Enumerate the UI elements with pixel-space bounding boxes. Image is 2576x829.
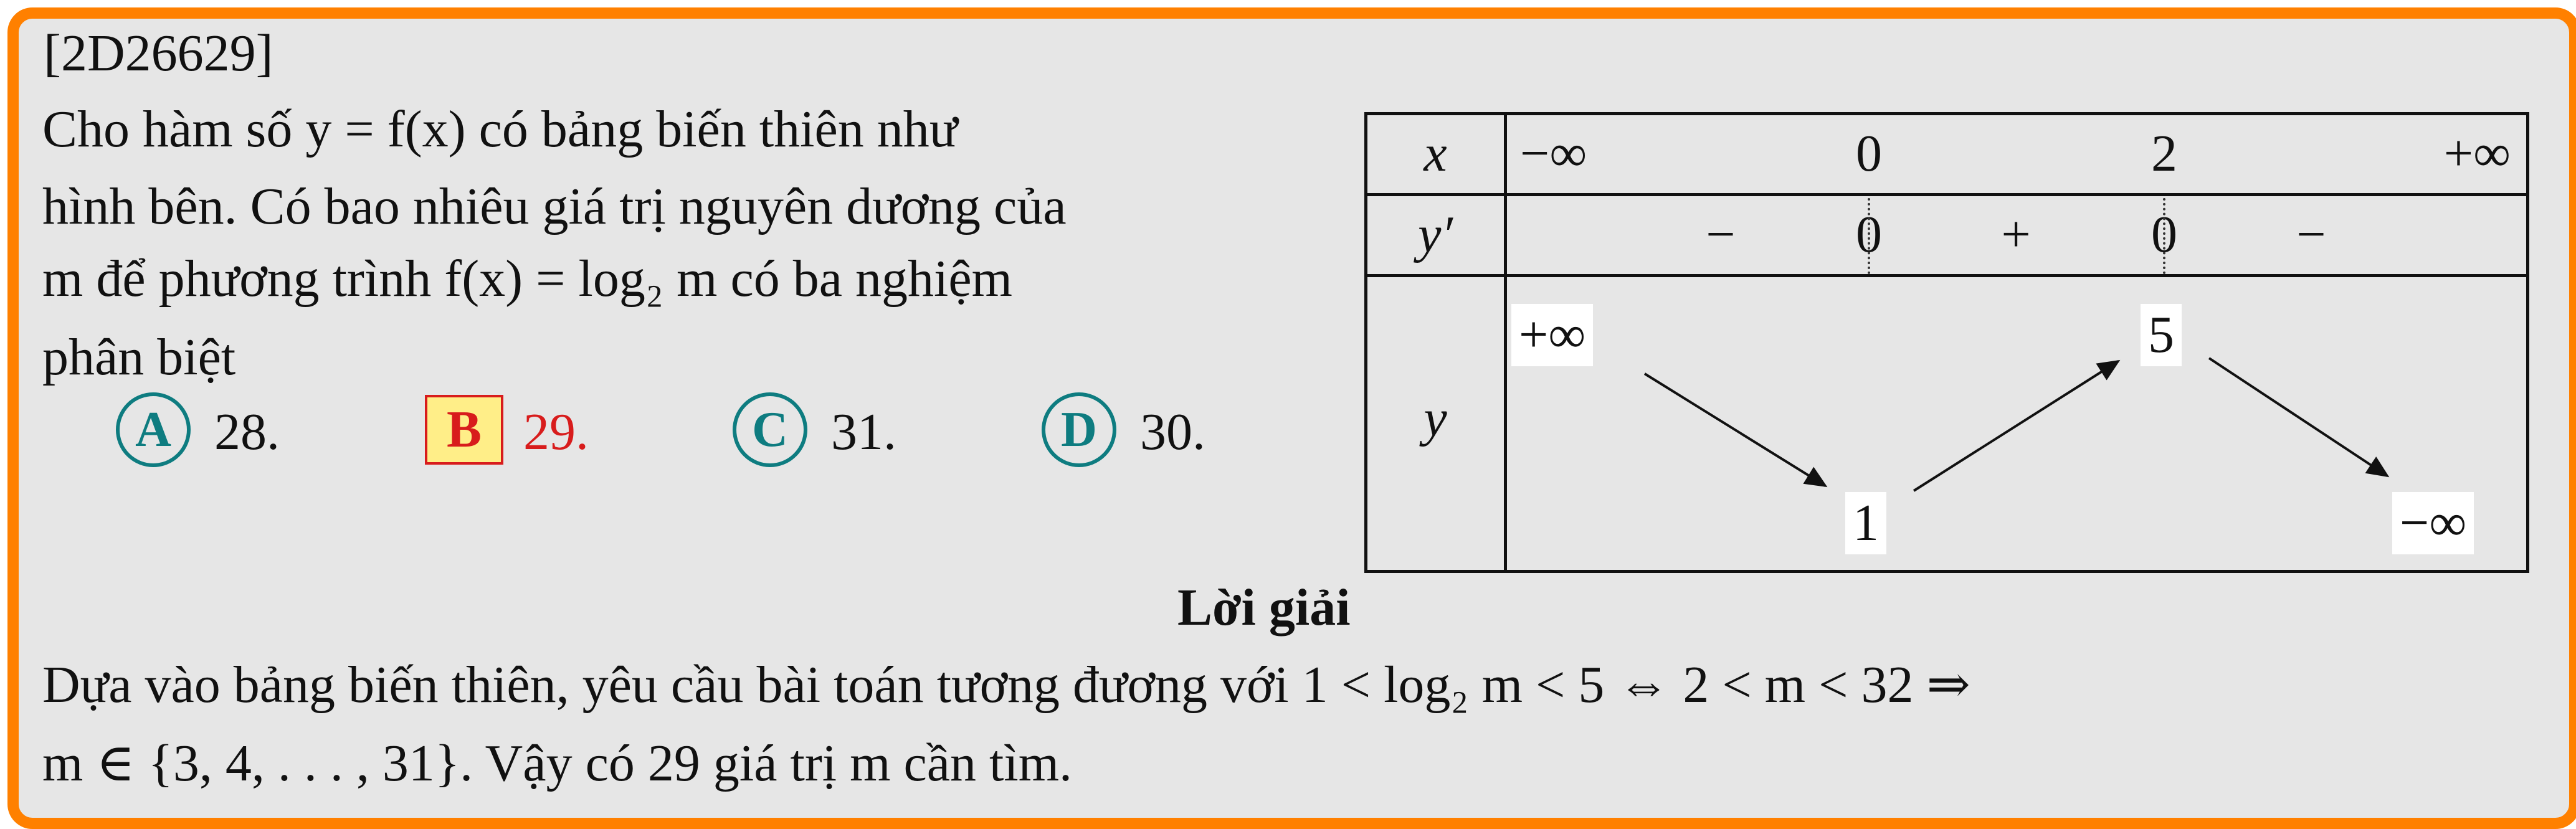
x-value-pos-inf: +∞ bbox=[2443, 125, 2511, 182]
row-label-y: y bbox=[1423, 389, 1447, 447]
y-value-min: 1 bbox=[1845, 492, 1886, 554]
option-b-badge[interactable]: B bbox=[425, 395, 503, 465]
problem-line-4: phân biệt bbox=[42, 328, 236, 386]
sign-zero-1: 0 bbox=[1856, 206, 1882, 263]
y-value-max: 5 bbox=[2141, 304, 2182, 366]
solution-line-2: m ∈ {3, 4, . . . , 31}. Vậy có 29 giá trị m cần tìm. bbox=[42, 734, 1073, 792]
problem-code: [2D26629] bbox=[44, 24, 273, 82]
sign-plus: + bbox=[2001, 206, 2031, 263]
problem-line-3: m để phương trình f(x) = log₂ m có ba nghiệm bbox=[42, 250, 1012, 308]
option-a-value[interactable]: 28. bbox=[214, 403, 280, 461]
x-value-2: 2 bbox=[2151, 125, 2177, 182]
option-d-value[interactable]: 30. bbox=[1140, 403, 1205, 461]
problem-line-2: hình bên. Có bao nhiêu giá trị nguyên dương của bbox=[42, 178, 1067, 235]
sign-minus-2: − bbox=[2296, 206, 2326, 263]
arrow-decreasing-2 bbox=[2209, 358, 2387, 476]
option-b-value[interactable]: 29. bbox=[523, 403, 589, 461]
sign-minus-1: − bbox=[1706, 206, 1736, 263]
x-value-0: 0 bbox=[1856, 125, 1882, 182]
option-a-badge[interactable]: A bbox=[116, 392, 191, 467]
y-value-end: −∞ bbox=[2392, 492, 2474, 554]
x-value-neg-inf: −∞ bbox=[1520, 125, 1587, 182]
arrow-increasing bbox=[1914, 361, 2118, 491]
option-c-badge[interactable]: C bbox=[733, 392, 807, 467]
sign-zero-2: 0 bbox=[2151, 206, 2177, 263]
solution-line-1: Dựa vào bảng biến thiên, yêu cầu bài toán tương đương với 1 < log₂ m < 5 ⇔ 2 < m < 32 ⇒ bbox=[42, 656, 1970, 714]
problem-line-1: Cho hàm số y = f(x) có bảng biến thiên như bbox=[42, 100, 958, 158]
row-label-x: x bbox=[1423, 125, 1447, 182]
solution-heading: Lời giải bbox=[1177, 579, 1351, 637]
option-c-value[interactable]: 31. bbox=[831, 403, 896, 461]
y-value-start: +∞ bbox=[1511, 304, 1593, 366]
arrow-decreasing-1 bbox=[1645, 374, 1825, 486]
row-label-yprime: y′ bbox=[1418, 206, 1453, 263]
option-d-badge[interactable]: D bbox=[1042, 392, 1116, 467]
